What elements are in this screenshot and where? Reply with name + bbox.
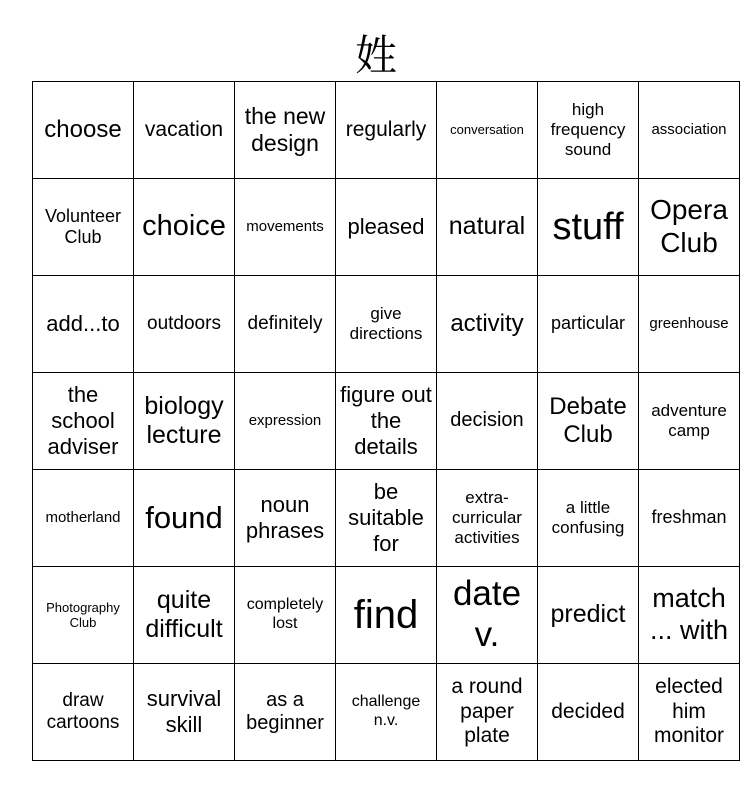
- bingo-cell: Volunteer Club: [33, 179, 134, 276]
- bingo-cell: figure out the details: [336, 373, 437, 470]
- bingo-cell: add...to: [33, 276, 134, 373]
- bingo-cell: expression: [235, 373, 336, 470]
- bingo-cell: choice: [134, 179, 235, 276]
- bingo-cell: freshman: [639, 470, 740, 567]
- board-row: [33, 567, 740, 664]
- bingo-cell: decision: [437, 373, 538, 470]
- bingo-cell: match ... with: [639, 567, 740, 664]
- bingo-cell: movements: [235, 179, 336, 276]
- bingo-cell: a little confusing: [538, 470, 639, 567]
- bingo-cell: found: [134, 470, 235, 567]
- board-row: [33, 373, 740, 470]
- bingo-cell: date v.: [437, 567, 538, 664]
- bingo-cell: definitely: [235, 276, 336, 373]
- bingo-cell: particular: [538, 276, 639, 373]
- bingo-cell: elected him monitor: [639, 664, 740, 761]
- bingo-cell: noun phrases: [235, 470, 336, 567]
- bingo-cell: association: [639, 82, 740, 179]
- bingo-cell: pleased: [336, 179, 437, 276]
- board-row: [33, 470, 740, 567]
- bingo-cell: activity: [437, 276, 538, 373]
- bingo-cell: survival skill: [134, 664, 235, 761]
- bingo-cell: extra-curricular activities: [437, 470, 538, 567]
- bingo-cell: decided: [538, 664, 639, 761]
- bingo-cell: find: [336, 567, 437, 664]
- bingo-cell: natural: [437, 179, 538, 276]
- bingo-cell: completely lost: [235, 567, 336, 664]
- bingo-cell: choose: [33, 82, 134, 179]
- bingo-cell: the school adviser: [33, 373, 134, 470]
- bingo-cell: stuff: [538, 179, 639, 276]
- bingo-cell: Opera Club: [639, 179, 740, 276]
- bingo-cell: as a beginner: [235, 664, 336, 761]
- bingo-cell: conversation: [437, 82, 538, 179]
- bingo-cell: motherland: [33, 470, 134, 567]
- board-row: [33, 276, 740, 373]
- bingo-cell: predict: [538, 567, 639, 664]
- bingo-cell: biology lecture: [134, 373, 235, 470]
- bingo-cell: challenge n.v.: [336, 664, 437, 761]
- bingo-cell: vacation: [134, 82, 235, 179]
- board-title: 姓: [354, 31, 397, 80]
- bingo-cell: draw cartoons: [33, 664, 134, 761]
- bingo-cell: Debate Club: [538, 373, 639, 470]
- bingo-cell: regularly: [336, 82, 437, 179]
- bingo-cell: adventure camp: [639, 373, 740, 470]
- bingo-cell: a round paper plate: [437, 664, 538, 761]
- board-row: [33, 82, 740, 179]
- bingo-cell: outdoors: [134, 276, 235, 373]
- bingo-cell: give directions: [336, 276, 437, 373]
- bingo-cell: high frequency sound: [538, 82, 639, 179]
- bingo-board: [32, 81, 740, 761]
- board-row: [33, 179, 740, 276]
- bingo-cell: greenhouse: [639, 276, 740, 373]
- bingo-cell: the new design: [235, 82, 336, 179]
- bingo-cell: quite difficult: [134, 567, 235, 664]
- board-row: [33, 664, 740, 761]
- bingo-cell: be suitable for: [336, 470, 437, 567]
- bingo-cell: Photography Club: [33, 567, 134, 664]
